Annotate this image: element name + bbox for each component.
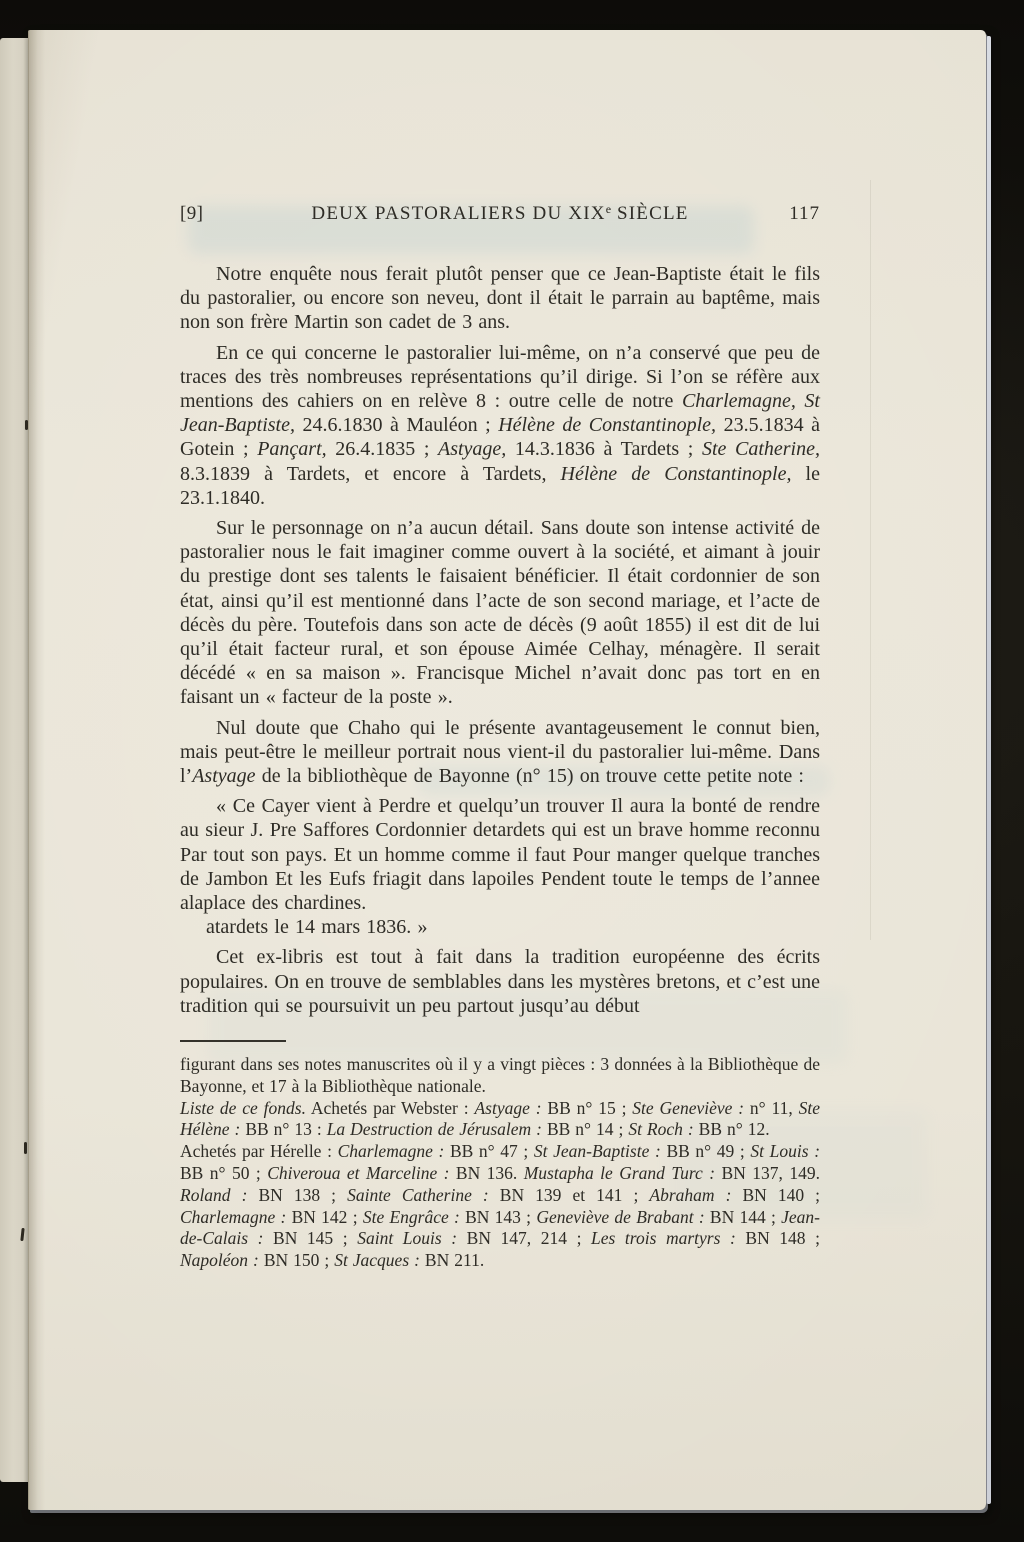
quote-date-line: atardets le 14 mars 1836. » xyxy=(206,916,428,939)
adjacent-page-edge xyxy=(0,38,29,1482)
page-content xyxy=(180,198,820,1272)
footnote-separator xyxy=(180,1040,286,1042)
binding-crease xyxy=(28,30,45,1510)
body-paragraph: Nul doute que Chaho qui le présente avantageusement le connut bien, mais peut-être le meilleur portrait nous vient-il du pastoralier lui-même. Dans l’Astyage de la bibliothèque de Bayonne (n° 15) on trouve cette petite note : xyxy=(180,716,820,788)
binding-stitch xyxy=(24,1142,27,1154)
footnote-paragraph: figurant dans ses notes manuscrites où il y a vingt pièces : 3 données à la Bibliothèque de Bayonne, et 17 à la Bibliothèque nationale. xyxy=(180,1054,820,1096)
binding-stitch xyxy=(25,420,28,430)
footnote-paragraph: Liste de ce fonds. Achetés par Webster : Astyage : BB n° 15 ; Ste Geneviève : n° 11, Ste Hélène : BB n° 13 : La Destruction de Jérusalem : BB n° 14 ; St Roch : BB n° 12. xyxy=(180,1097,821,1140)
body-paragraph: Sur le personnage on n’a aucun détail. Sans doute son intense activité de pastoralier nous le fait imaginer comme ouvert à la société, et aimant à jouir du prestige dont ses talents le faisaient bénéficier. Il était cordonnier de son état, ainsi qu’il est mentionné dans l’acte de son second mariage, et l’acte de décès du père. Toutefois dans son acte de décès (9 août 1855) il est dit de lui qu’il était facteur rural, et son épouse Aimée Celhay, ménagère. Il serait décédé « en sa maison ». Francisque Michel n’avait donc pas tort en en faisant un « facteur de la poste ». xyxy=(180,517,820,709)
paper-fold-mark xyxy=(870,180,871,940)
page-body-text xyxy=(180,262,820,1018)
quote-paragraph: « Ce Cayer vient à Perdre et quelqu’un trouver Il aura la bonté de rendre au sieur J. Pre Saffores Cordonnier detardets qui est un brave homme reconnu Par tout son pays. Et un homme comme il faut Pour manger quelque tranches de Jambon Et les Eufs friagit dans lapoiles Pendent toute le temps de l’annee alaplace des chardines. xyxy=(180,795,820,915)
body-paragraph: Notre enquête nous ferait plutôt penser que ce Jean-Baptiste était le fils du pastoralier, ou encore son neveu, dont il était le parrain au baptême, mais non son frère Martin son cadet de 3 ans. xyxy=(180,263,820,334)
section-number: [9] xyxy=(180,203,204,224)
running-header xyxy=(180,198,820,225)
running-title: DEUX PASTORALIERS DU XIXe SIÈCLE xyxy=(311,202,689,224)
book-page xyxy=(28,30,986,1510)
body-paragraph: Cet ex-libris est tout à fait dans la tradition européenne des écrits populaires. On en trouve de semblables dans les mystères bretons, et c’est une tradition qui se poursuivit un peu partout jusqu’au début xyxy=(180,946,820,1017)
footnote-paragraph: Achetés par Hérelle : Charlemagne : BB n° 47 ; St Jean-Baptiste : BB n° 49 ; St Louis : BB n° 50 ; Chiveroua et Marceline : BN 136. Mustapha le Grand Turc : BN 137, 149. Roland : BN 138 ; Sainte Catherine : BN 139 et 141 ; Abraham : BN 140 ; Charlemagne : BN 142 ; Ste Engrâce : BN 143 ; Geneviève de Brabant : BN 144 ; Jean-de-Calais : BN 145 ; Saint Louis : BN 147, 214 ; Les trois martyrs : BN 148 ; Napoléon : BN 150 ; St Jacques : BN 211. xyxy=(180,1141,821,1271)
body-paragraph: En ce qui concerne le pastoralier lui-même, on n’a conservé que peu de traces des très nombreuses représentations qu’il dirige. Si l’on se réfère aux mentions des cahiers on en relève 8 : outre celle de notre Charlemagne, St Jean-Baptiste, 24.6.1830 à Mauléon ; Hélène de Constantinople, 23.5.1834 à Gotein ; Pançart, 26.4.1835 ; Astyage, 14.3.1836 à Tardets ; Ste Catherine, 8.3.1839 à Tardets, et encore à Tardets, Hélène de Constantinople, le 23.1.1840. xyxy=(180,341,821,509)
page-number: 117 xyxy=(789,203,820,224)
page-edge xyxy=(986,36,991,1504)
footnotes-block xyxy=(180,1054,820,1272)
